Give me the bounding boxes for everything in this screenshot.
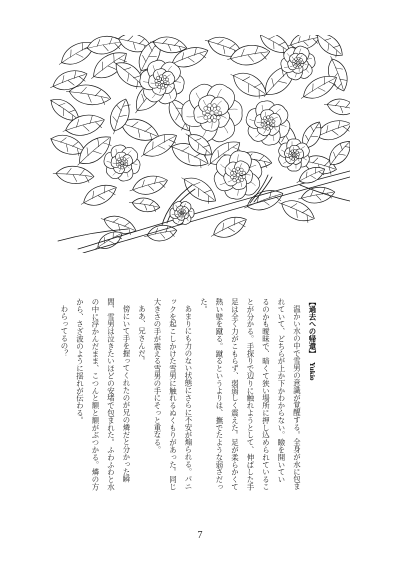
leaf-outline bbox=[80, 180, 120, 211]
page-number: 7 bbox=[197, 530, 203, 541]
text-line: 熱い壁を蹴る。蹴るというよりは、撫でたような弱さだっ bbox=[215, 298, 224, 491]
leaf-outline bbox=[313, 35, 347, 61]
anther bbox=[216, 106, 220, 110]
anther bbox=[216, 116, 220, 120]
flower-center bbox=[210, 111, 214, 115]
text-line: 傍にいて手を握ってくれたのが兄の燐だと分かった瞬 bbox=[122, 305, 131, 483]
paragraph bbox=[134, 298, 150, 498]
paragraph bbox=[57, 298, 73, 498]
leaf-outline bbox=[300, 185, 336, 206]
text-line: ああ、兄さんだ。 bbox=[137, 305, 147, 365]
anther bbox=[299, 58, 302, 61]
text-line: ックを起こしかけた雪男に触れるぬくもりがあった。同じ bbox=[168, 298, 178, 491]
leaf-outline bbox=[210, 212, 250, 243]
leaf bbox=[77, 180, 120, 212]
text-line: 大きさの手が震える雪男の手にそっと重なる。 bbox=[153, 298, 162, 454]
author-name: Yukio bbox=[308, 361, 317, 381]
story-text bbox=[56, 298, 320, 498]
leaf bbox=[52, 165, 94, 186]
text-line: 足は全く力がこもらず、弱弱しく震えた。足が柔らかくて bbox=[230, 298, 240, 491]
flower bbox=[170, 200, 194, 226]
text-line: から、さざ波のように揺れが伝わる。 bbox=[75, 298, 85, 424]
text-line: わらってるの？ bbox=[60, 305, 69, 358]
text-line: た。 bbox=[199, 298, 209, 313]
anther bbox=[204, 106, 208, 110]
anther bbox=[202, 111, 206, 115]
anther bbox=[212, 118, 216, 122]
text-line: れていて、どちらが上か下かわからない。瞼を開いてい bbox=[277, 298, 286, 483]
anther bbox=[212, 104, 216, 108]
text-line: 間、雪男は泣きたいほどの安堵で包まれた。ふわふわと水 bbox=[106, 298, 116, 491]
text-line: あまりにも力のない状態にさらに不安が煽られる。パニ bbox=[184, 305, 193, 491]
flower-center bbox=[297, 62, 300, 65]
paragraph bbox=[72, 298, 134, 498]
anther bbox=[292, 62, 295, 65]
anther bbox=[218, 111, 222, 115]
text-line: の中に浮かんだまま、こつんと額と額がぶつかる。燐の方 bbox=[91, 298, 100, 491]
paragraph bbox=[196, 298, 305, 498]
story-title bbox=[305, 298, 321, 498]
leaf bbox=[297, 185, 336, 207]
anther bbox=[204, 116, 208, 120]
anther bbox=[294, 58, 297, 61]
anther bbox=[208, 118, 212, 122]
anther bbox=[208, 104, 212, 108]
leaf bbox=[128, 195, 161, 214]
flower-center bbox=[181, 212, 183, 214]
leaf-outline bbox=[131, 196, 161, 214]
anther bbox=[299, 65, 302, 68]
leaf-outline bbox=[229, 67, 271, 103]
text-line: るのかも曖昧で、暗くて狭い場所に押し込められているこ bbox=[261, 298, 271, 491]
leaf bbox=[143, 223, 178, 244]
text-line: 温かい水の中で雪男の意識が覚醒する。全身が水に包ま bbox=[292, 305, 302, 491]
anther bbox=[183, 210, 185, 212]
camellia-illustration bbox=[50, 35, 350, 253]
title-heading: 【過去への帰還】 bbox=[308, 298, 317, 358]
text-line: とが分かる。手探りで辺りに触れようとして、伸ばした手 bbox=[246, 298, 255, 491]
leaf bbox=[207, 212, 250, 244]
leaf bbox=[127, 172, 169, 199]
leaf bbox=[323, 96, 350, 117]
leaf-outline bbox=[130, 172, 169, 198]
paragraph bbox=[150, 298, 197, 498]
